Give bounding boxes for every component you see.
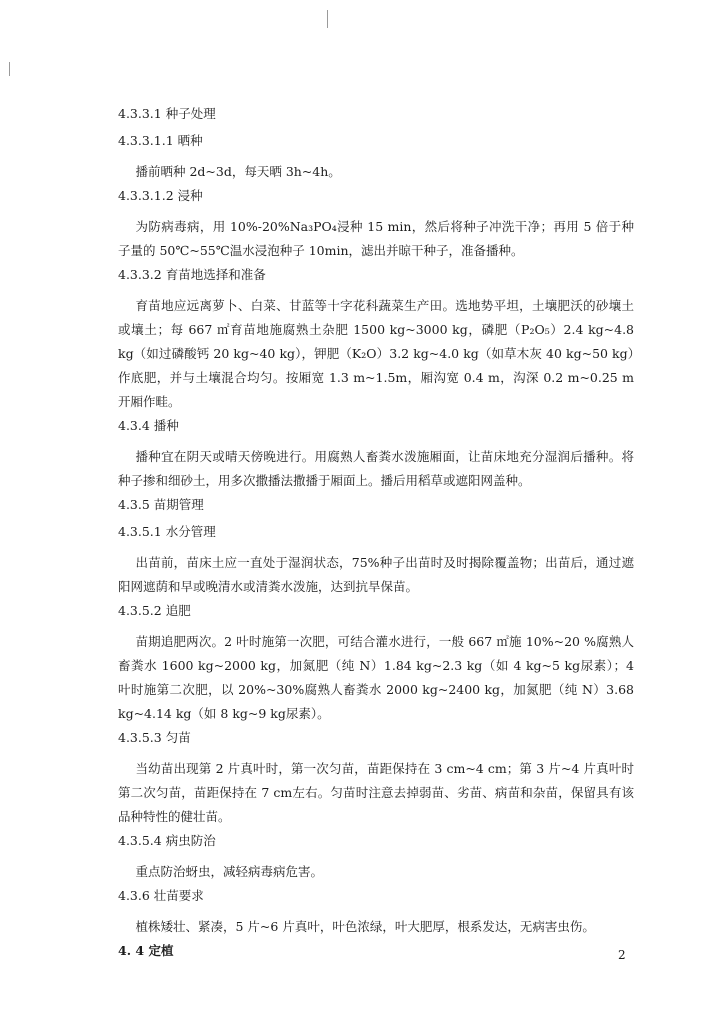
scan-mark-left: [9, 62, 10, 76]
section-heading-strong-seedling: 4.3.6 壮苗要求: [118, 888, 204, 903]
section-heading-transplanting: 4. 4 定植: [118, 943, 174, 958]
paragraph-sun-drying: 播前晒种 2d~3d，每天晒 3h~4h。: [135, 164, 341, 179]
section-heading-sun-drying: 4.3.3.1.1 晒种: [118, 133, 203, 148]
paragraph-nursery-site: 育苗地应远离萝卜、白菜、甘蓝等十字花科蔬菜生产田。选地势平坦，土壤肥沃的砂壤土或壤土；每 667 ㎡育苗地施腐熟土杂肥 1500 kg~3000 kg，磷肥（P₂O₅）2.4 kg~4.8 kg（如过磷酸钙 20 kg~40 kg），钾肥（K₂O）3.2 kg~4.0 kg（如草木灰 40 kg~50 kg）作底肥，并与土壤混合均匀。按厢宽 1.3 m~1.5m，厢沟宽 0.4 m，沟深 0.2 m~0.25 m 开厢作畦。: [118, 298, 634, 409]
section-heading-soaking: 4.3.3.1.2 浸种: [118, 188, 203, 203]
section-heading-seedling-management: 4.3.5 苗期管理: [118, 497, 204, 512]
section-heading-thinning: 4.3.5.3 匀苗: [118, 730, 191, 745]
document-body: [118, 106, 634, 970]
paragraph-thinning: 当幼苗出现第 2 片真叶时，第一次匀苗，苗距保持在 3 cm~4 cm；第 3 片~4 片真叶时第二次匀苗，苗距保持在 7 cm左右。匀苗时注意去掉弱苗、劣苗、病苗和杂苗，保留具有该品种特性的健壮苗。: [118, 761, 634, 824]
section-heading-seed-treatment: 4.3.3.1 种子处理: [118, 106, 216, 121]
scan-mark-top: [327, 10, 328, 28]
paragraph-sowing: 播种宜在阴天或晴天傍晚进行。用腐熟人畜粪水泼施厢面，让苗床地充分湿润后播种。将种子掺和细砂土，用多次撒播法撒播于厢面上。播后用稻草或遮阳网盖种。: [118, 449, 634, 488]
section-heading-sowing: 4.3.4 播种: [118, 418, 179, 433]
paragraph-topdressing: 苗期追肥两次。2 叶时施第一次肥，可结合灌水进行，一般 667 ㎡施 10%~20 %腐熟人畜粪水 1600 kg~2000 kg，加氮肥（纯 N）1.84 kg~2.3 kg（如 4 kg~5 kg尿素）；4 叶时施第二次肥，以 20%~30%腐熟人畜粪水 2000 kg~2400 kg，加氮肥（纯 N）3.68 kg~4.14 kg（如 8 kg~9 kg尿素）。: [118, 634, 634, 721]
paragraph-strong-seedling: 植株矮壮、紧凑，5 片~6 片真叶，叶色浓绿，叶大肥厚，根系发达，无病害虫伤。: [135, 919, 595, 934]
paragraph-soaking: 为防病毒病，用 10%-20%Na₃PO₄浸种 15 min，然后将种子冲洗干净；再用 5 倍于种子量的 50℃~55℃温水浸泡种子 10min，滤出并晾干种子，准备播种。: [118, 219, 634, 258]
section-heading-pest-control: 4.3.5.4 病虫防治: [118, 833, 216, 848]
section-heading-nursery-site: 4.3.3.2 育苗地选择和准备: [118, 267, 266, 282]
paragraph-pest-control: 重点防治蚜虫，减轻病毒病危害。: [135, 864, 324, 879]
section-heading-topdressing: 4.3.5.2 追肥: [118, 603, 191, 618]
page-number: 2: [618, 948, 626, 962]
paragraph-water-management: 出苗前，苗床土应一直处于湿润状态，75%种子出苗时及时揭除覆盖物；出苗后，通过遮阳网遮荫和早或晚清水或清粪水泼施，达到抗旱保苗。: [118, 555, 634, 594]
section-heading-water-management: 4.3.5.1 水分管理: [118, 524, 216, 539]
